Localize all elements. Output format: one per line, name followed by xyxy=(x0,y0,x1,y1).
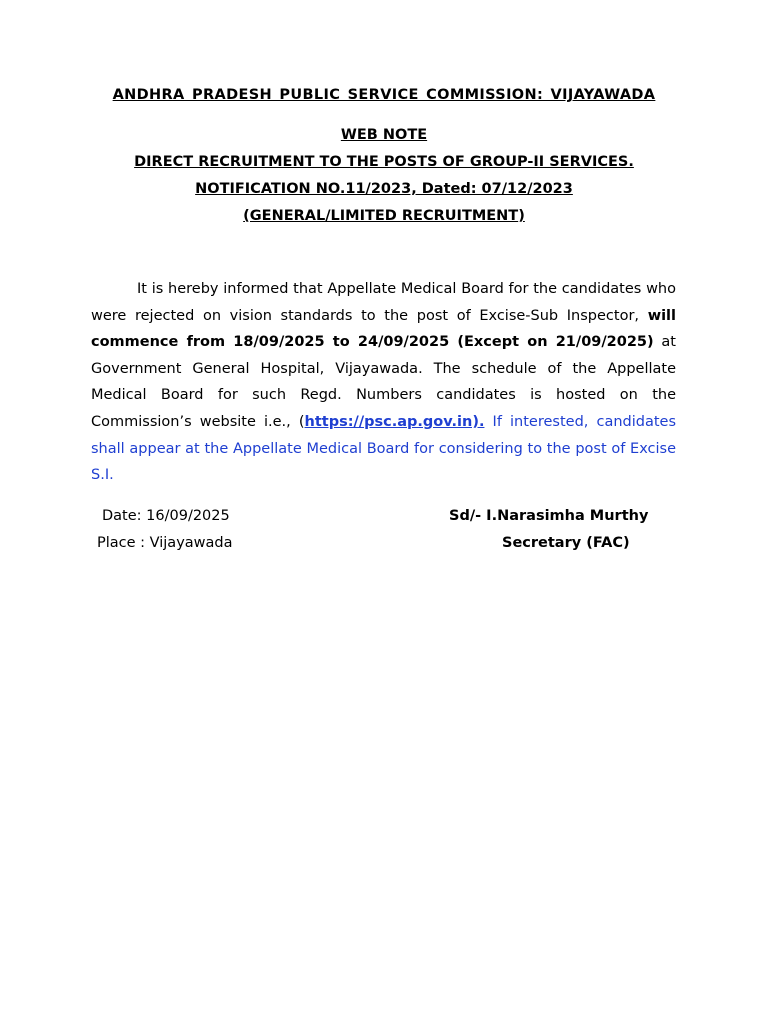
recruitment-subject: DIRECT RECRUITMENT TO THE POSTS OF GROUP-II SERVICES. xyxy=(134,154,634,170)
date-line: Date: 16/09/2025 xyxy=(102,508,230,524)
signatory-designation: Secretary (FAC) xyxy=(502,535,630,551)
web-note-title: WEB NOTE xyxy=(340,127,428,143)
website-link[interactable]: https://psc.ap.gov.in). xyxy=(304,413,485,430)
body-blue-text: If interested, candidates shall appear at the Appellate Medical Board for considering to the post of Excise S.I. xyxy=(91,413,676,484)
notification-number: NOTIFICATION NO.11/2023, Dated: 07/12/2023 xyxy=(195,181,573,197)
body-text-part2: at Government General Hospital, Vijayawada. The schedule of the Appellate Medical Board for such Regd. Numbers candidates is hosted on the Commission’s website i.e., ( xyxy=(91,334,676,430)
body-text-part1: It is hereby informed that Appellate Medical Board for the candidates who were rejected on vision standards to the post of Excise-Sub Inspector, xyxy=(91,281,676,324)
recruitment-type-text: (GENERAL/LIMITED RECRUITMENT xyxy=(243,208,519,224)
body-bold-dates: will commence from 18/09/2025 to 24/09/2025 (Except on 21/09/2025) xyxy=(91,307,676,351)
recruitment-type xyxy=(0,208,768,224)
notice-body xyxy=(91,276,676,489)
signatory-name: Sd/- I.Narasimha Murthy xyxy=(449,508,649,524)
recruitment-type-close: ) xyxy=(518,208,525,224)
place-line: Place : Vijayawada xyxy=(97,535,233,551)
commission-title: ANDHRA PRADESH PUBLIC SERVICE COMMISSION: VIJAYAWADA xyxy=(112,87,656,103)
